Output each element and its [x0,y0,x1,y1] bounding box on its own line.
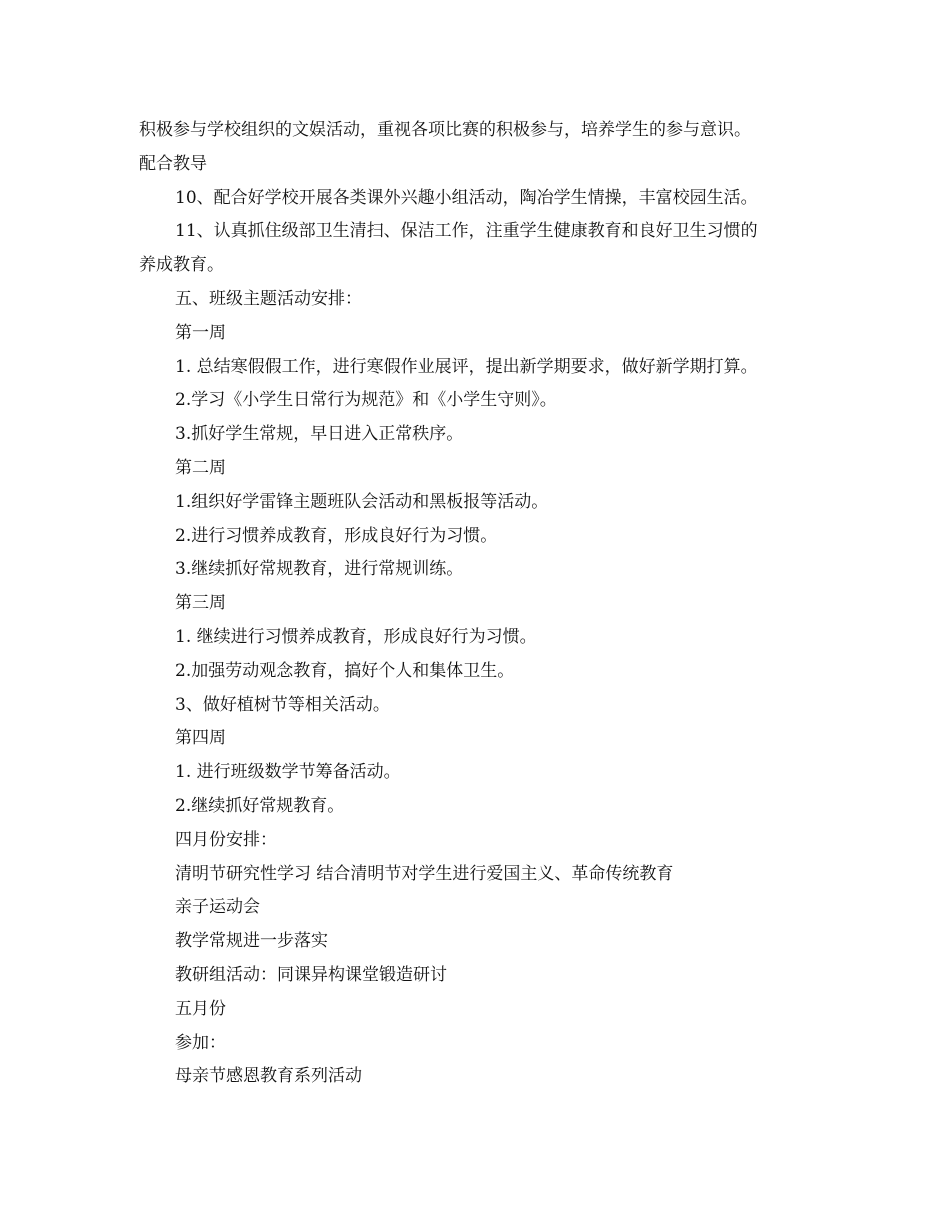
paragraph-line: 亲子运动会 [175,897,260,918]
paragraph-line: 母亲节感恩教育系列活动 [175,1066,362,1087]
paragraph-line: 养成教育。 [139,255,224,276]
paragraph-line: 四月份安排： [175,829,277,850]
paragraph-line: 1. 进行班级数学节筹备活动。 [175,762,401,783]
paragraph-line: 3.抓好学生常规，早日进入正常秩序。 [175,424,464,445]
paragraph-line: 10、配合好学校开展各类课外兴趣小组活动，陶冶学生情操，丰富校园生活。 [175,187,758,208]
paragraph-line: 2.继续抓好常规教育。 [175,795,345,816]
paragraph-line: 2.学习《小学生日常行为规范》和《小学生守则》。 [175,390,557,411]
paragraph-line: 第一周 [175,322,226,343]
paragraph-line: 第二周 [175,457,226,478]
paragraph-line: 3.继续抓好常规教育，进行常规训练。 [175,559,464,580]
paragraph-line: 2.进行习惯养成教育，形成良好行为习惯。 [175,525,498,546]
paragraph-line: 1. 继续进行习惯养成教育，形成良好行为习惯。 [175,626,537,647]
paragraph-line: 五月份 [175,998,226,1019]
paragraph-line: 积极参与学校组织的文娱活动，重视各项比赛的积极参与，培养学生的参与意识。 [139,120,751,140]
paragraph-line: 第四周 [175,728,226,749]
paragraph-line: 第三周 [175,593,226,614]
paragraph-line: 教学常规进一步落实 [175,931,328,952]
paragraph-line: 五、班级主题活动安排： [175,288,362,309]
paragraph-line: 11、认真抓住级部卫生清扫、保洁工作，注重学生健康教育和良好卫生习惯的 [175,221,758,242]
paragraph-line: 3、做好植树节等相关活动。 [175,694,390,715]
paragraph-line: 1. 总结寒假假工作，进行寒假作业展评，提出新学期要求，做好新学期打算。 [175,356,758,377]
paragraph-line: 清明节研究性学习 结合清明节对学生进行爱国主义、革命传统教育 [175,863,674,884]
paragraph-line: 1.组织好学雷锋主题班队会活动和黑板报等活动。 [175,491,549,512]
document-body [139,114,819,1094]
paragraph-line: 2.加强劳动观念教育，搞好个人和集体卫生。 [175,660,515,681]
paragraph-line: 教研组活动：同课异构课堂锻造研讨 [175,964,447,985]
paragraph-line: 配合教导 [139,153,207,174]
paragraph-line: 参加： [175,1032,226,1053]
